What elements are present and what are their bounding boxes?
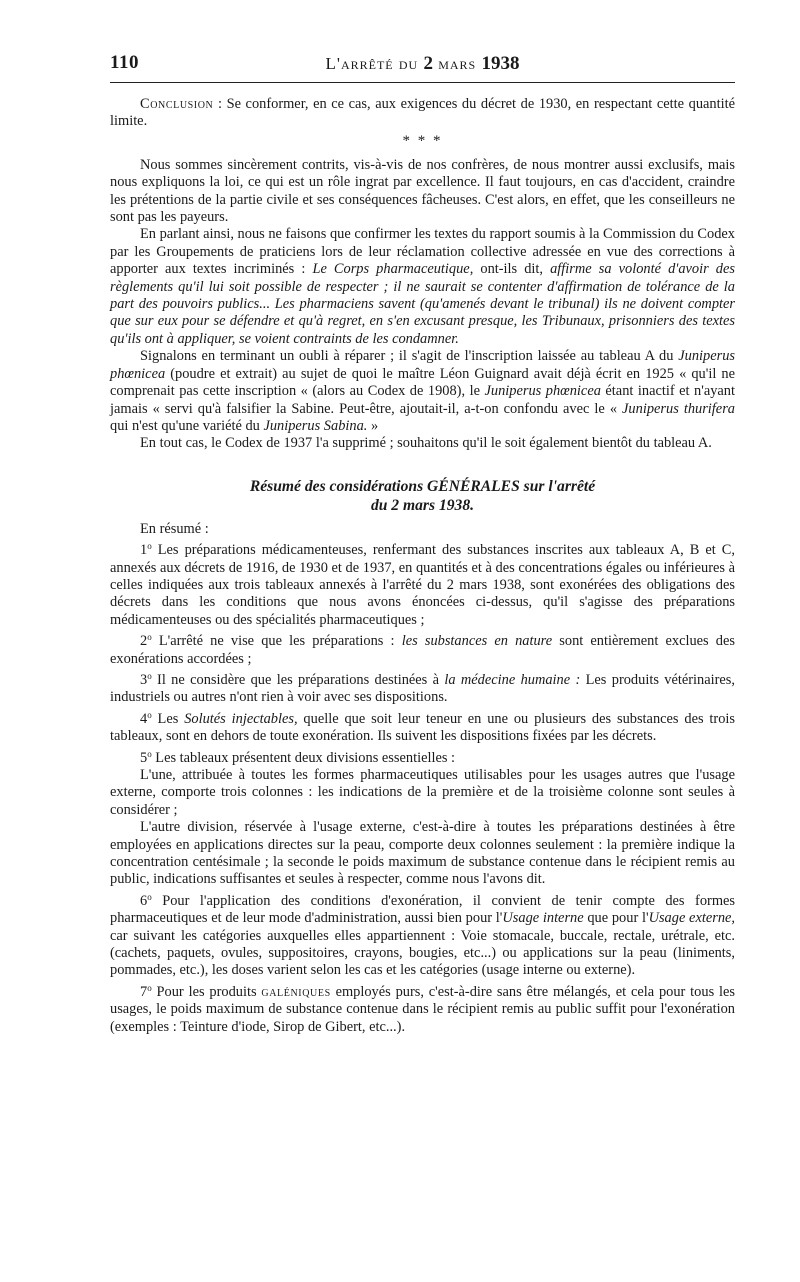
running-head: [110, 48, 735, 83]
paragraph-contrits: Nous sommes sincèrement contrits, vis-à-vis de nos confrères, de nous montrer aussi exclusifs, mais nous expliquons la loi, ce qui est un rôle ingrat par excellence. Il faut toujours, en cas d'accident, craindre les prétentions de la partie civile et ses conséquences fâcheuses. C'est alors, en effet, que les conseilleurs ne sont pas les payeurs.: [110, 156, 735, 226]
item-4-italic: Solutés injectables,: [184, 710, 298, 727]
item-6-usage-externe: Usage externe,: [648, 910, 735, 927]
item-5-text: Les tableaux présentent deux divisions essentielles :: [151, 749, 456, 766]
item-7-galeniques: galéniques: [261, 983, 331, 1000]
summary-item-5: [110, 746, 735, 767]
running-title-year: 1938: [481, 53, 520, 74]
item-3-text-c: Les produits vétérinaires, industriels ou autres n'ont rien à voir avec ses dispositions.: [110, 671, 735, 706]
summary-item-3: [110, 668, 735, 707]
item-4-text-a: Les: [151, 710, 185, 727]
item-1-number: 1: [140, 542, 148, 559]
species-juniperus-phoenicea: Juniperus phœnicea: [110, 348, 735, 382]
item-3-text-a: Il ne considère que les préparations destinées à: [151, 671, 445, 688]
running-title-month: mars: [432, 54, 482, 73]
item-1-text: Les préparations médicamenteuses, renfermant des substances inscrites aux tableaux A, B et C, annexés aux décrets de 1916, de 1930 et de 1937, en quantités et à des concentrations égales ou inférieures à celles indiquées aux trois tableaux annexés à l'arrêté du 2 mars 1938, sont exonérées des obligations des décrets dans les conditions que nous avons énoncées ci-dessus, qu'il s'agisse des préparations médicamenteuses ou des spécialités pharmaceutiques ;: [110, 542, 735, 628]
item-6-number: 6: [140, 892, 148, 909]
species-juniperus-sabina: Juniperus Sabina.: [263, 417, 368, 434]
item-2-text-c: sont entièrement exclues des exonérations accordées ;: [110, 633, 735, 667]
item-2-text-a: L'arrêté ne vise que les préparations :: [151, 633, 402, 650]
item-2-degree: o: [147, 632, 152, 643]
item-5-number: 5: [140, 749, 148, 766]
summary-item-4: [110, 707, 735, 746]
signalons-part-e: étant inactif et n'ayant jamais « servi qu'à falsifier la Sabine. Peut-être, ajoutait-il, a-t-on confondu avec le «: [110, 383, 736, 417]
item-2-number: 2: [140, 633, 148, 650]
running-title-day: 2: [423, 53, 433, 74]
asterism-separator: * * *: [402, 132, 443, 149]
conclusion-text: : Se conformer, en ce cas, aux exigences du décret de 1930, en respectant cette quantité limite.: [110, 96, 735, 130]
conclusion-label: Conclusion: [140, 96, 214, 112]
paragraph-signalons: [110, 348, 735, 435]
item-4-text-c: quelle que soit leur teneur en une ou plusieurs des substances des trois tableaux, sont en dehors de toute exonération. Ils suivent les dispositions fixées par les décrets.: [110, 710, 735, 745]
paragraph-en-parlant-intro: En parlant ainsi, nous ne faisons que confirmer les textes du rapport soumis à la Commission du Codex par les Groupements de praticiens lors de leur réclamation collective adressée en vue des corrections à apporter aux textes incriminés :: [110, 226, 735, 278]
item-5-division-2: L'autre division, réservée à l'usage externe, c'est-à-dire à toutes les préparations destinées à être employées en applications directes sur la peau, comporte deux colonnes seulement : la première indique la concentration centésimale ; la seconde le poids maximum de substance contenue dans le récipient remis au public, indications suffisantes et seules à respecter, comme nous l'avons dit.: [110, 819, 735, 888]
item-6-usage-interne: Usage interne: [502, 910, 584, 927]
section-title: [110, 477, 735, 515]
signalons-part-g: qui n'est qu'une variété du: [110, 417, 264, 434]
item-7-text-a: Pour les produits: [151, 983, 262, 1000]
quote-body: affirme sa volonté d'avoir des règlements qu'il lui soit possible de respecter ; il ne saurait se contenter d'affirmation de tolérance de la part des pouvoirs publics... Les pharmaciens savent (qu'amenés devant le tribunal) ils ne doivent compter que sur eux pour se défendre et qu'à regret, en s'en excusant presque, les Tribunaux, prisonniers des textes qu'ils ont à appliquer, se voient contraints de les condamner.: [110, 261, 735, 347]
summary-item-6: [110, 889, 735, 980]
signalons-part-a: Signalons en terminant un oubli à réparer ; il s'agit de l'inscription laissée au tableau A du: [140, 348, 679, 365]
summary-item-1: [110, 538, 735, 629]
conclusion-paragraph: [110, 96, 735, 131]
en-resume: En résumé :: [140, 520, 209, 537]
signalons-close-quote: »: [367, 417, 379, 434]
item-6-text-e: car suivant les catégories auxquelles elles appartiennent : Voie stomacale, buccale, rectale, urétrale, etc. (cachets, paquets, ovules, suppositoires, crayons, bougies, etc...) ou applications sur la peau (liniments, pommades, etc.), les doses varient selon les cas et les catégories (usage interne ou externe).: [110, 927, 735, 979]
quote-corps-pharmaceutique: Le Corps pharmaceutique,: [312, 261, 474, 278]
summary-item-2: [110, 629, 735, 668]
species-juniperus-thurifera: Juniperus thurifera: [622, 400, 735, 417]
item-5-degree: o: [147, 748, 152, 759]
signalons-part-c: (poudre et extrait) au sujet de quoi le maître Léon Guignard avait déjà écrit en 1925 « qu'il ne comprenait pas cette inscription « (alors au Codex de 1908), le: [110, 365, 735, 400]
item-7-number: 7: [140, 983, 148, 1000]
body-text: [110, 96, 735, 1036]
summary-item-7: [110, 980, 735, 1036]
running-title: [110, 53, 735, 75]
item-2-italic: les substances en nature: [401, 633, 553, 650]
quote-ont-ils-dit: ont-ils dit,: [473, 261, 551, 278]
item-4-degree: o: [147, 709, 152, 720]
book-page: [110, 48, 735, 1036]
item-1-degree: o: [147, 541, 152, 552]
item-7-degree: o: [147, 982, 152, 993]
item-5-division-1: L'une, attribuée à toutes les formes pharmaceutiques utilisables pour les usages autres que l'usage externe, comporte trois colonnes : les indications de la première et de la troisième colonne sont seules à considérer ;: [110, 767, 735, 818]
item-7-text-c: employés purs, c'est-à-dire sans être mélangés, et cela pour tous les usages, le poids maximum de substance contenue dans le récipient remis au public suffit pour l'exonération (exemples : Teinture d'iode, Sirop de Gibert, etc...).: [110, 983, 735, 1035]
running-title-prefix: L'arrêté du: [325, 54, 424, 73]
section-title-line-2: du 2 mars 1938.: [370, 496, 475, 514]
species-juniperus-phoenicea-2: Juniperus phœnicea: [484, 383, 601, 400]
item-6-degree: o: [147, 891, 152, 902]
paragraph-en-parlant: [110, 226, 735, 348]
item-4-number: 4: [140, 710, 148, 727]
item-6-text-a: Pour l'application des conditions d'exonération, il convient de tenir compte des formes pharmaceutiques et de leur mode d'administration, aussi bien pour l': [110, 892, 735, 927]
item-3-number: 3: [140, 671, 148, 688]
item-3-degree: o: [147, 670, 152, 681]
item-3-italic: la médecine humaine :: [444, 671, 581, 688]
page-number: 110: [110, 52, 139, 73]
item-6-text-c: que pour l': [583, 910, 649, 927]
paragraph-en-tout-cas: En tout cas, le Codex de 1937 l'a supprimé ; souhaitons qu'il le soit également bientôt du tableau A.: [140, 435, 712, 452]
section-title-line-1: Résumé des considérations GÉNÉRALES sur l'arrêté: [249, 477, 596, 495]
